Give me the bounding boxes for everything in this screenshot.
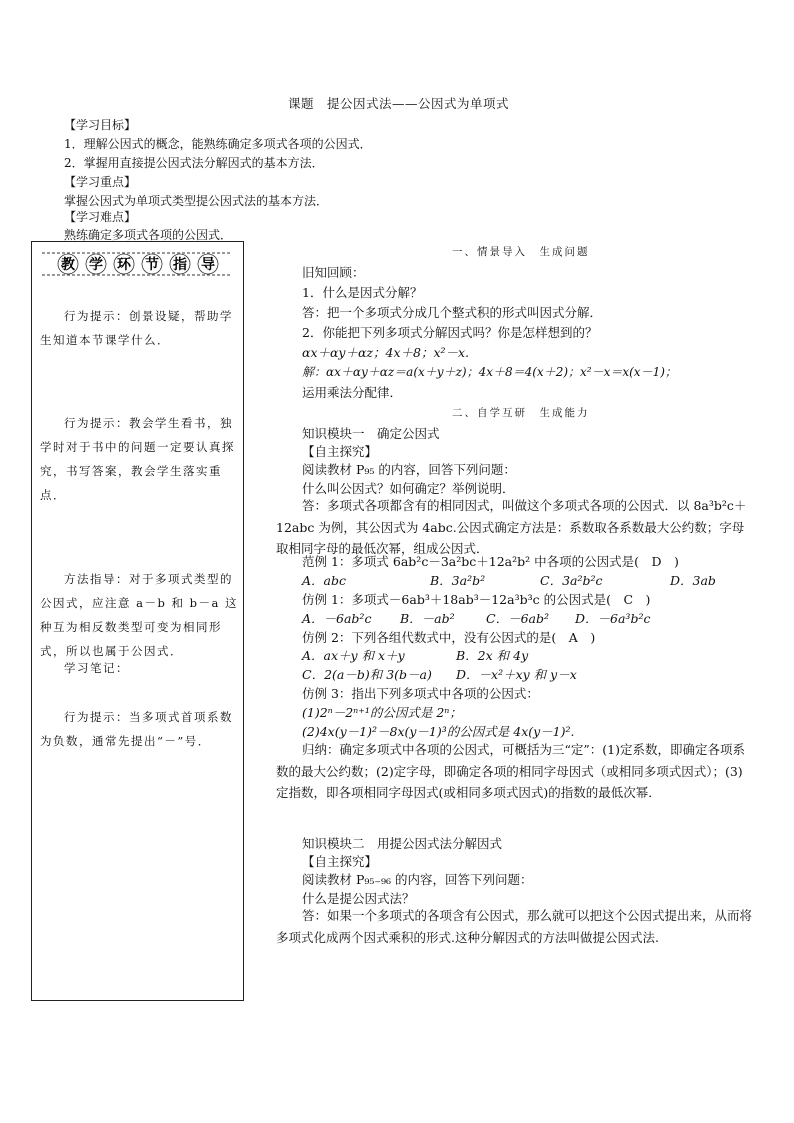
read-instruction: 阅读教材 P₉₅ 的内容，回答下列问题： [302,462,516,477]
f2-option-c: C．2(a－b)和 3(b－a) [302,667,432,682]
f2-option-b: B．2x 和 4y [456,648,529,663]
module-1-title: 知识模块一 确定公因式 [302,426,440,441]
solution: 解：αx＋αy＋αz＝a(x＋y＋z)；4x＋8＝4(x＋2)；x²－x＝x(x－1)； [302,365,677,379]
sidebar-note-3: 方法指导：对于多项式类型的公因式，应注意 a－b 和 b－a 这种互为相反数类型可变为相同形式，所以也属于公因式． [40,572,239,658]
imitation-2: 仿例 2：下列各组代数式中，没有公因式的是( A ) [302,630,596,645]
method: 运用乘法分配律． [302,385,403,400]
imitation-1: 仿例 1：多项式－6ab³＋18ab³－12a³b³c 的公因式是( C ) [302,592,651,607]
read-instruction-2: 阅读教材 P₉₅₋₉₆ 的内容，回答下列问题： [302,872,533,887]
sidebar-note-1: 行为提示：创景设疑，帮助学生知道本节课学什么． [40,309,233,347]
key-text: 掌握公因式为单项式类型提公因式法的基本方法． [64,194,329,208]
explore-label: 【自主探究】 [302,444,378,459]
banner-char: 节 [145,257,159,273]
explore-label-2: 【自主探究】 [302,854,378,869]
ex1-option-a: A．abc [302,573,346,588]
section-1-heading: 一、情景导入 生成问题 [452,246,590,258]
imitation-3: 仿例 3：指出下列多项式中各项的公因式： [302,686,539,701]
expressions: αx＋αy＋αz；4x＋8；x²－x. [302,345,470,360]
sidebar-note-4: 学习笔记： [64,661,129,675]
page-title: 课题 提公因式法——公因式为单项式 [288,96,510,111]
question-extract: 什么是提公因式法？ [302,891,415,906]
imitation-3-part-1: (1)2ⁿ－2ⁿ⁺¹的公因式是 2ⁿ； [302,705,462,720]
question-1: 1．什么是因式分解？ [302,285,423,300]
banner-char: 教 [61,257,75,273]
question-common-factor: 什么叫公因式？如何确定？举例说明． [302,481,515,496]
goals-label: 【学习目标】 [64,118,137,132]
hard-text: 熟练确定多项式各项的公因式． [64,228,233,242]
review-label: 旧知回顾： [302,265,365,280]
sidebar-note-2: 行为提示：教会学生看书，独学时对于书中的问题一定要认真探究，书写答案，教会学生落实重点． [40,416,235,502]
banner-char: 环 [117,257,131,273]
answer-common-factor: 答：多项式各项都含有的相同因式，叫做这个多项式各项的公因式．以 8a³b²c＋12abc 为例，其公因式为 4abc.公因式确定方法是：系数取各系数最大公约数；字母取相同字母的最低次幂，组成公因式． [276,498,747,556]
goal-2: 2．掌握用直接提公因式法分解因式的基本方法． [64,156,324,170]
banner-char: 指 [173,257,187,273]
summary: 归纳：确定多项式中各项的公因式，可概括为三“定”：(1)定系数，即确定各项系数的最大公约数；(2)定字母，即确定各项的相同字母因式（或相同多项式因式）；(3)定指数，即各项相同字母因式(或相同多项式因式)的指数的最低次幂． [276,742,745,800]
f1-option-c: C．－6ab² [486,611,549,626]
section-2-heading: 二、自学互研 生成能力 [452,407,590,419]
f1-option-d: D．－6a³b²c [575,611,651,626]
ex1-option-d: D．3ab [670,573,716,588]
banner-char: 学 [89,257,103,273]
question-2: 2．你能把下列多项式分解因式吗？你是怎样想到的？ [302,325,598,340]
answer-extract: 答：如果一个多项式的各项含有公因式，那么就可以把这个公因式提出来，从而将多项式化成两个因式乘积的形式.这种分解因式的方法叫做提公因式法. [276,908,753,945]
f2-option-a: A．ax＋y 和 x＋y [302,648,405,663]
sidebar-note-5: 行为提示：当多项式首项系数为负数，通常先提出“－”号． [40,710,233,748]
f2-option-d: D．－x²＋xy 和 y－x [456,667,577,682]
answer-1: 答：把一个多项式分成几个整式积的形式叫因式分解． [302,305,603,320]
imitation-3-part-2: (2)4x(y－1)²－8x(y－1)³的公因式是 4x(y－1)². [302,724,575,739]
goal-1: 1．理解公因式的概念，能熟练确定多项式各项的公因式． [64,137,372,151]
sidebar-banner [40,250,234,278]
f1-option-b: B．－ab² [400,611,455,626]
key-label: 【学习重点】 [64,175,137,189]
module-2-title: 知识模块二 用提公因式法分解因式 [302,836,503,851]
hard-label: 【学习难点】 [64,210,137,224]
example-1: 范例 1：多项式 6ab²c－3a²bc＋12a²b² 中各项的公因式是( D ) [302,554,679,569]
ex1-option-b: B．3a²b² [430,573,486,588]
banner-char: 导 [201,257,215,273]
f1-option-a: A．－6ab²c [302,611,372,626]
ex1-option-c: C．3a²b²c [540,573,603,588]
